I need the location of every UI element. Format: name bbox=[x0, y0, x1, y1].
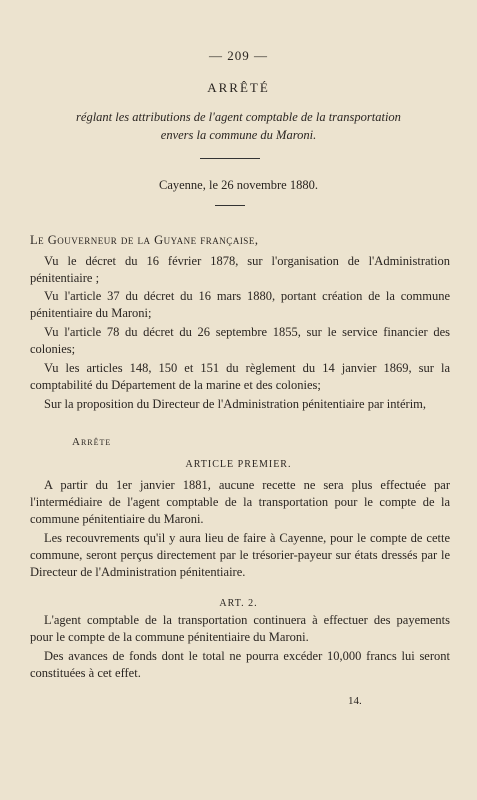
article-2-heading: ART. 2. bbox=[219, 598, 258, 609]
arrete-label: Arrête bbox=[72, 436, 112, 448]
page-number: — 209 — bbox=[209, 48, 268, 63]
preamble-paragraph: Vu l'article 78 du décret du 26 septembre 1855, sur le service financier des colonies; bbox=[30, 325, 450, 356]
article-1-heading: ARTICLE PREMIER. bbox=[185, 459, 292, 470]
preamble-paragraph: Vu le décret du 16 février 1878, sur l'organisation de l'Administration pénitentiaire ; bbox=[30, 254, 450, 285]
article-2-paragraph: L'agent comptable de la transportation continuera à effectuer des payements pour le compte de la commune pénitentiaire du Maroni. bbox=[30, 613, 450, 644]
dateline: Cayenne, le 26 novembre 1880. bbox=[159, 178, 318, 192]
preamble-paragraph: Vu les articles 148, 150 et 151 du règlement du 14 janvier 1869, sur la comptabilité du Département de la marine et des colonies; bbox=[30, 361, 450, 392]
page-title: ARRÊTÉ bbox=[207, 80, 270, 95]
subtitle-line-2: envers la commune du Maroni. bbox=[160, 128, 317, 142]
article-2-paragraph: Des avances de fonds dont le total ne pourra excéder 10,000 francs lui seront constituées à cet effet. bbox=[30, 649, 450, 680]
preamble-paragraph: Vu l'article 37 du décret du 16 mars 1880, portant création de la commune pénitentiaire du Maroni; bbox=[30, 289, 450, 320]
subtitle-line-1: réglant les attributions de l'agent comptable de la transportation bbox=[76, 110, 401, 124]
divider-rule bbox=[200, 158, 260, 159]
divider-rule-short bbox=[215, 205, 245, 206]
preamble-paragraph: Sur la proposition du Directeur de l'Administration pénitentiaire par intérim, bbox=[44, 397, 427, 411]
article-1-paragraph: A partir du 1er janvier 1881, aucune recette ne sera plus effectuée par l'intermédiaire de l'agent comptable de la transportation pour le compte de la commune pénitentiaire du Maroni. bbox=[30, 478, 450, 526]
article-1-paragraph: Les recouvrements qu'il y aura lieu de faire à Cayenne, pour le compte de cette commune, seront perçus directement par le trésorier-payeur sur états dressés par le Directeur de l'Administration pénitentiaire. bbox=[30, 531, 450, 579]
governor-heading: Le Gouverneur de la Guyane française, bbox=[30, 233, 259, 247]
signature-mark: 14. bbox=[348, 695, 362, 707]
